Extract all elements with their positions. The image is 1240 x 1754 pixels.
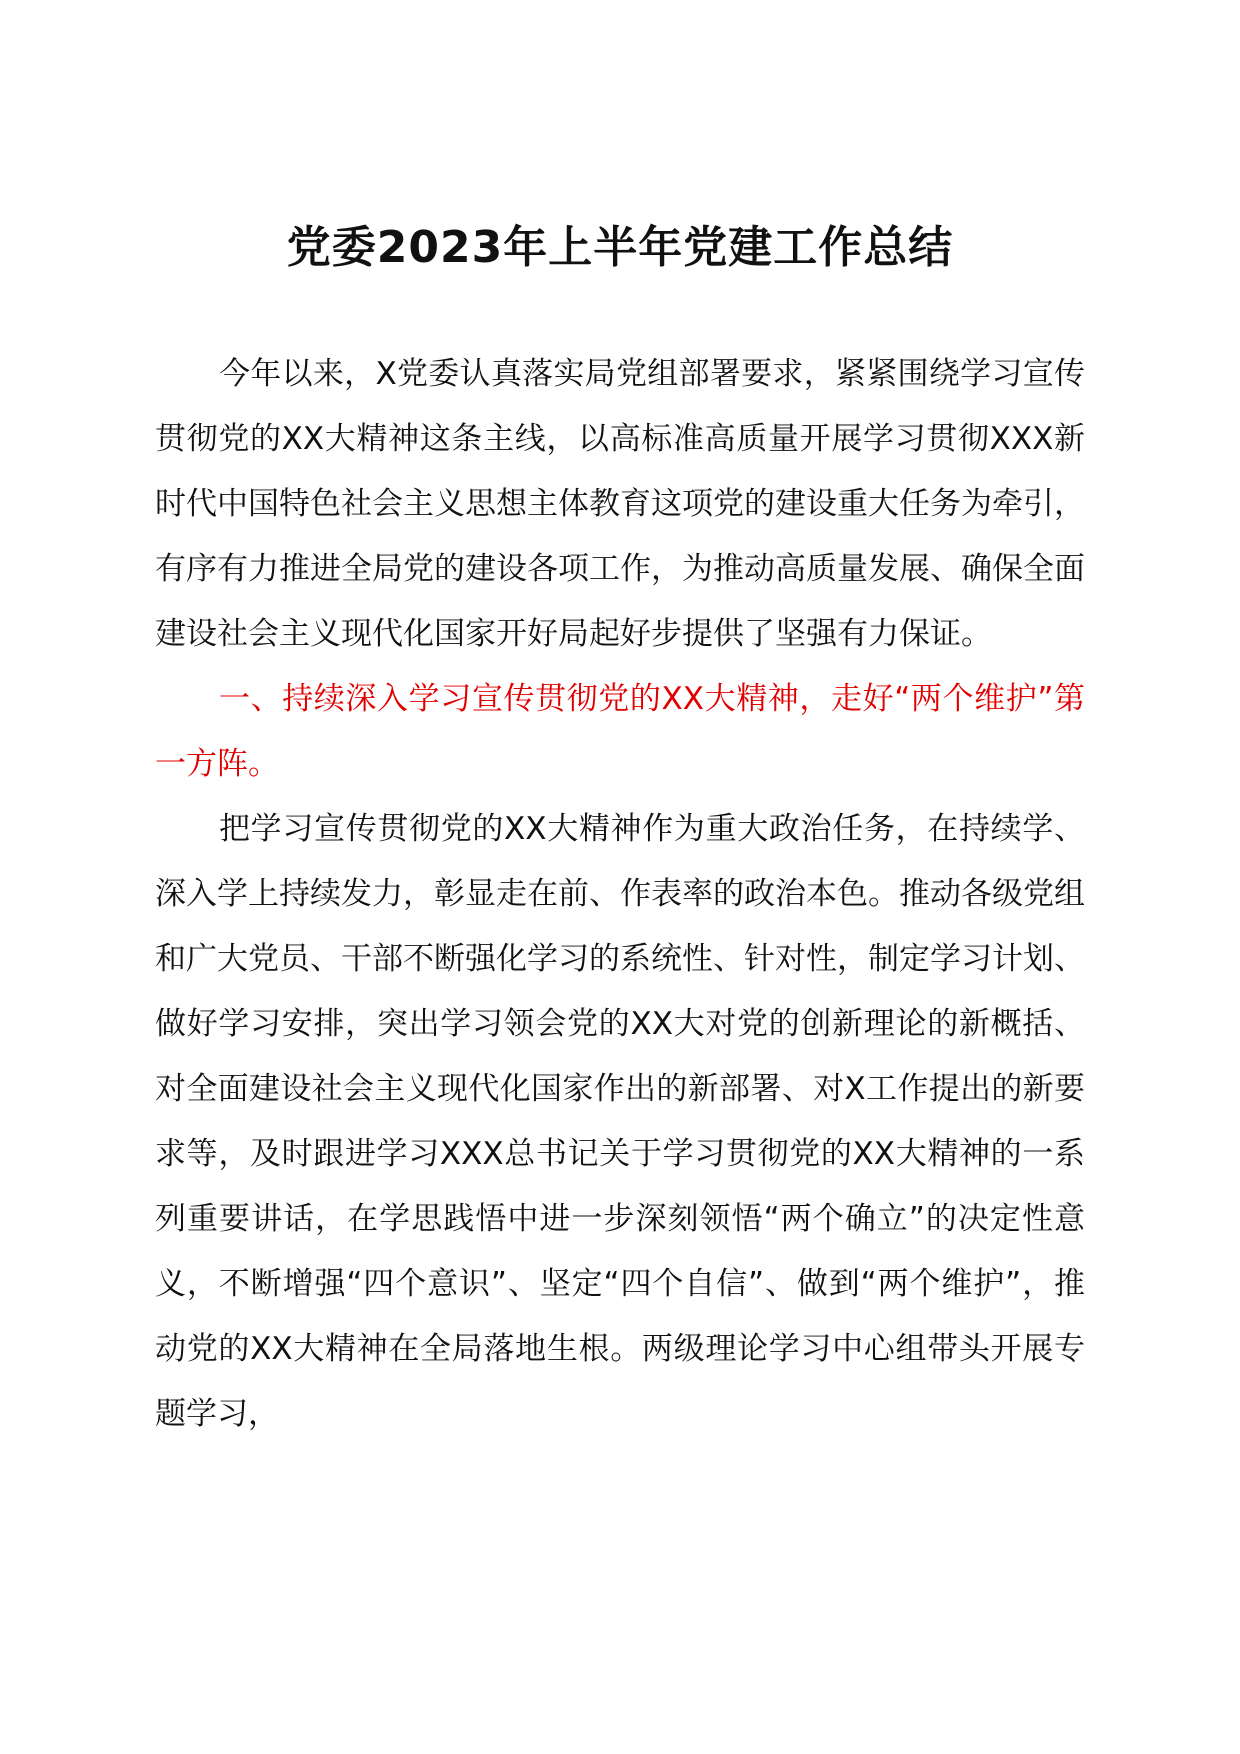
section-1-paragraph: 把学习宣传贯彻党的XX大精神作为重大政治任务，在持续学、深入学上持续发力，彰显走在前、作表率的政治本色。推动各级党组和广大党员、干部不断强化学习的系统性、针对性，制定学习计划、做好学习安排，突出学习领会党的XX大对党的创新理论的新概括、对全面建设社会主义现代化国家作出的新部署、对X工作提出的新要求等，及时跟进学习XXX总书记关于学习贯彻党的XX大精神的一系列重要讲话，在学思践悟中进一步深刻领悟“两个确立”的决定性意义，不断增强“四个意识”、坚定“四个自信”、做到“两个维护”，推动党的XX大精神在全局落地生根。两级理论学习中心组带头开展专题学习， [155,811,1085,1432]
intro-paragraph: 今年以来，X党委认真落实局党组部署要求，紧紧围绕学习宣传贯彻党的XX大精神这条主线，以高标准高质量开展学习贯彻XXX新时代中国特色社会主义思想主体教育这项党的建设重大任务为牵引，有序有力推进全局党的建设各项工作，为推动高质量发展、确保全面建设社会主义现代化国家开好局起好步提供了坚强有力保证。 [155,356,1085,652]
document-title: 党委2023年上半年党建工作总结 [286,222,954,273]
document-body [155,342,1085,1447]
section-heading-1: 一、持续深入学习宣传贯彻党的XX大精神，走好“两个维护”第一方阵。 [155,681,1085,782]
